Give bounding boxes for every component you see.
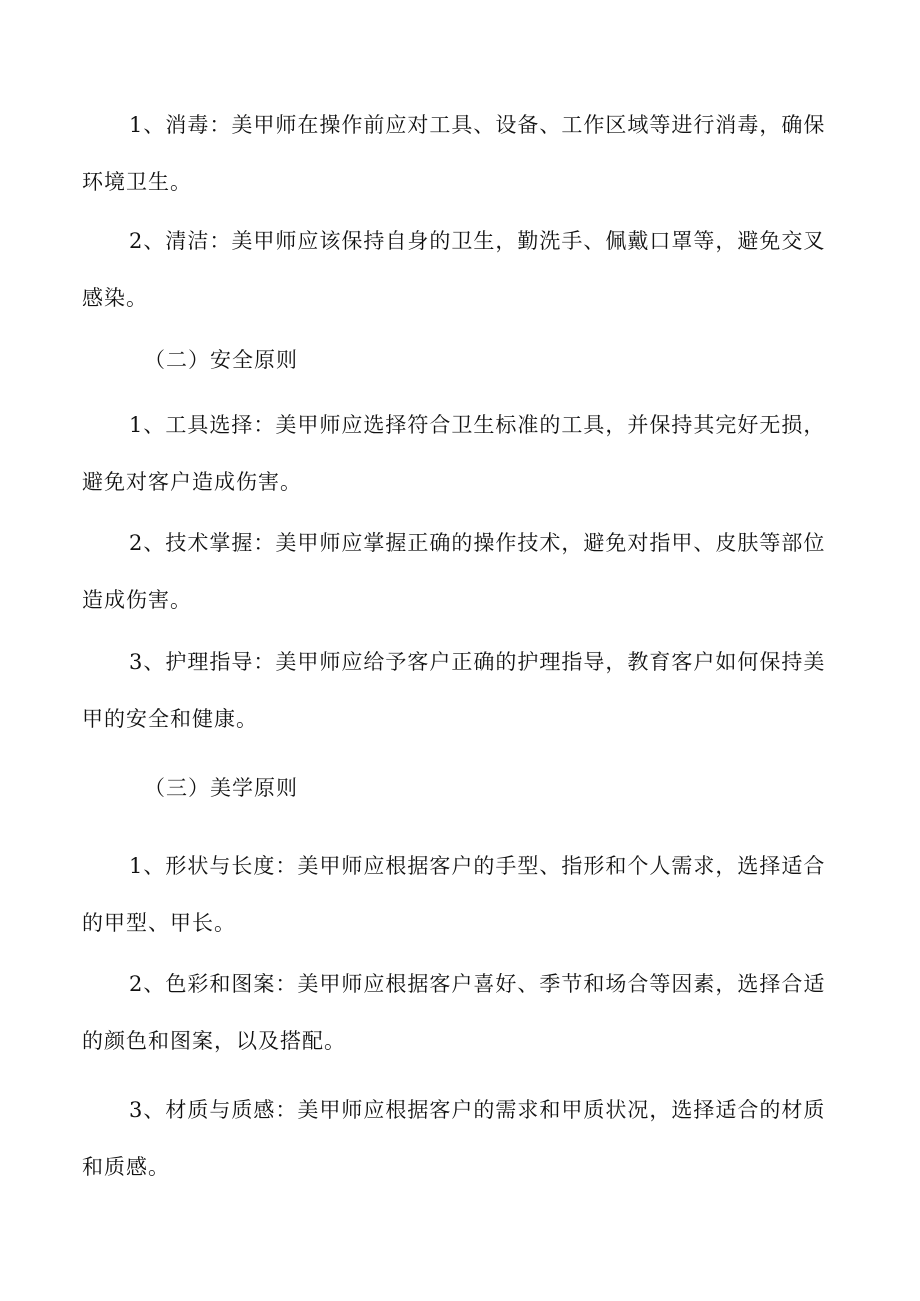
- paragraph-cleaning: 2、清洁：美甲师应该保持自身的卫生，勤洗手、佩戴口罩等，避免交叉感染。: [82, 229, 826, 310]
- paragraph-color-pattern: 2、色彩和图案：美甲师应根据客户喜好、季节和场合等因素，选择合适的颜色和图案，以及搭配。: [82, 972, 826, 1053]
- paragraph-tool-selection: 1、工具选择：美甲师应选择符合卫生标准的工具，并保持其完好无损，避免对客户造成伤害。: [82, 413, 826, 494]
- section-heading-aesthetics: （三）美学原则: [144, 776, 298, 800]
- section-heading-safety: （二）安全原则: [144, 348, 298, 372]
- paragraph-technique: 2、技术掌握：美甲师应掌握正确的操作技术，避免对指甲、皮肤等部位造成伤害。: [82, 531, 826, 612]
- paragraph-disinfection: 1、消毒：美甲师在操作前应对工具、设备、工作区域等进行消毒，确保环境卫生。: [82, 113, 826, 194]
- paragraph-material-texture: 3、材质与质感：美甲师应根据客户的需求和甲质状况，选择适合的材质和质感。: [82, 1098, 826, 1179]
- paragraph-shape-length: 1、形状与长度：美甲师应根据客户的手型、指形和个人需求，选择适合的甲型、甲长。: [82, 854, 826, 935]
- paragraph-care-guidance: 3、护理指导：美甲师应给予客户正确的护理指导，教育客户如何保持美甲的安全和健康。: [82, 650, 826, 731]
